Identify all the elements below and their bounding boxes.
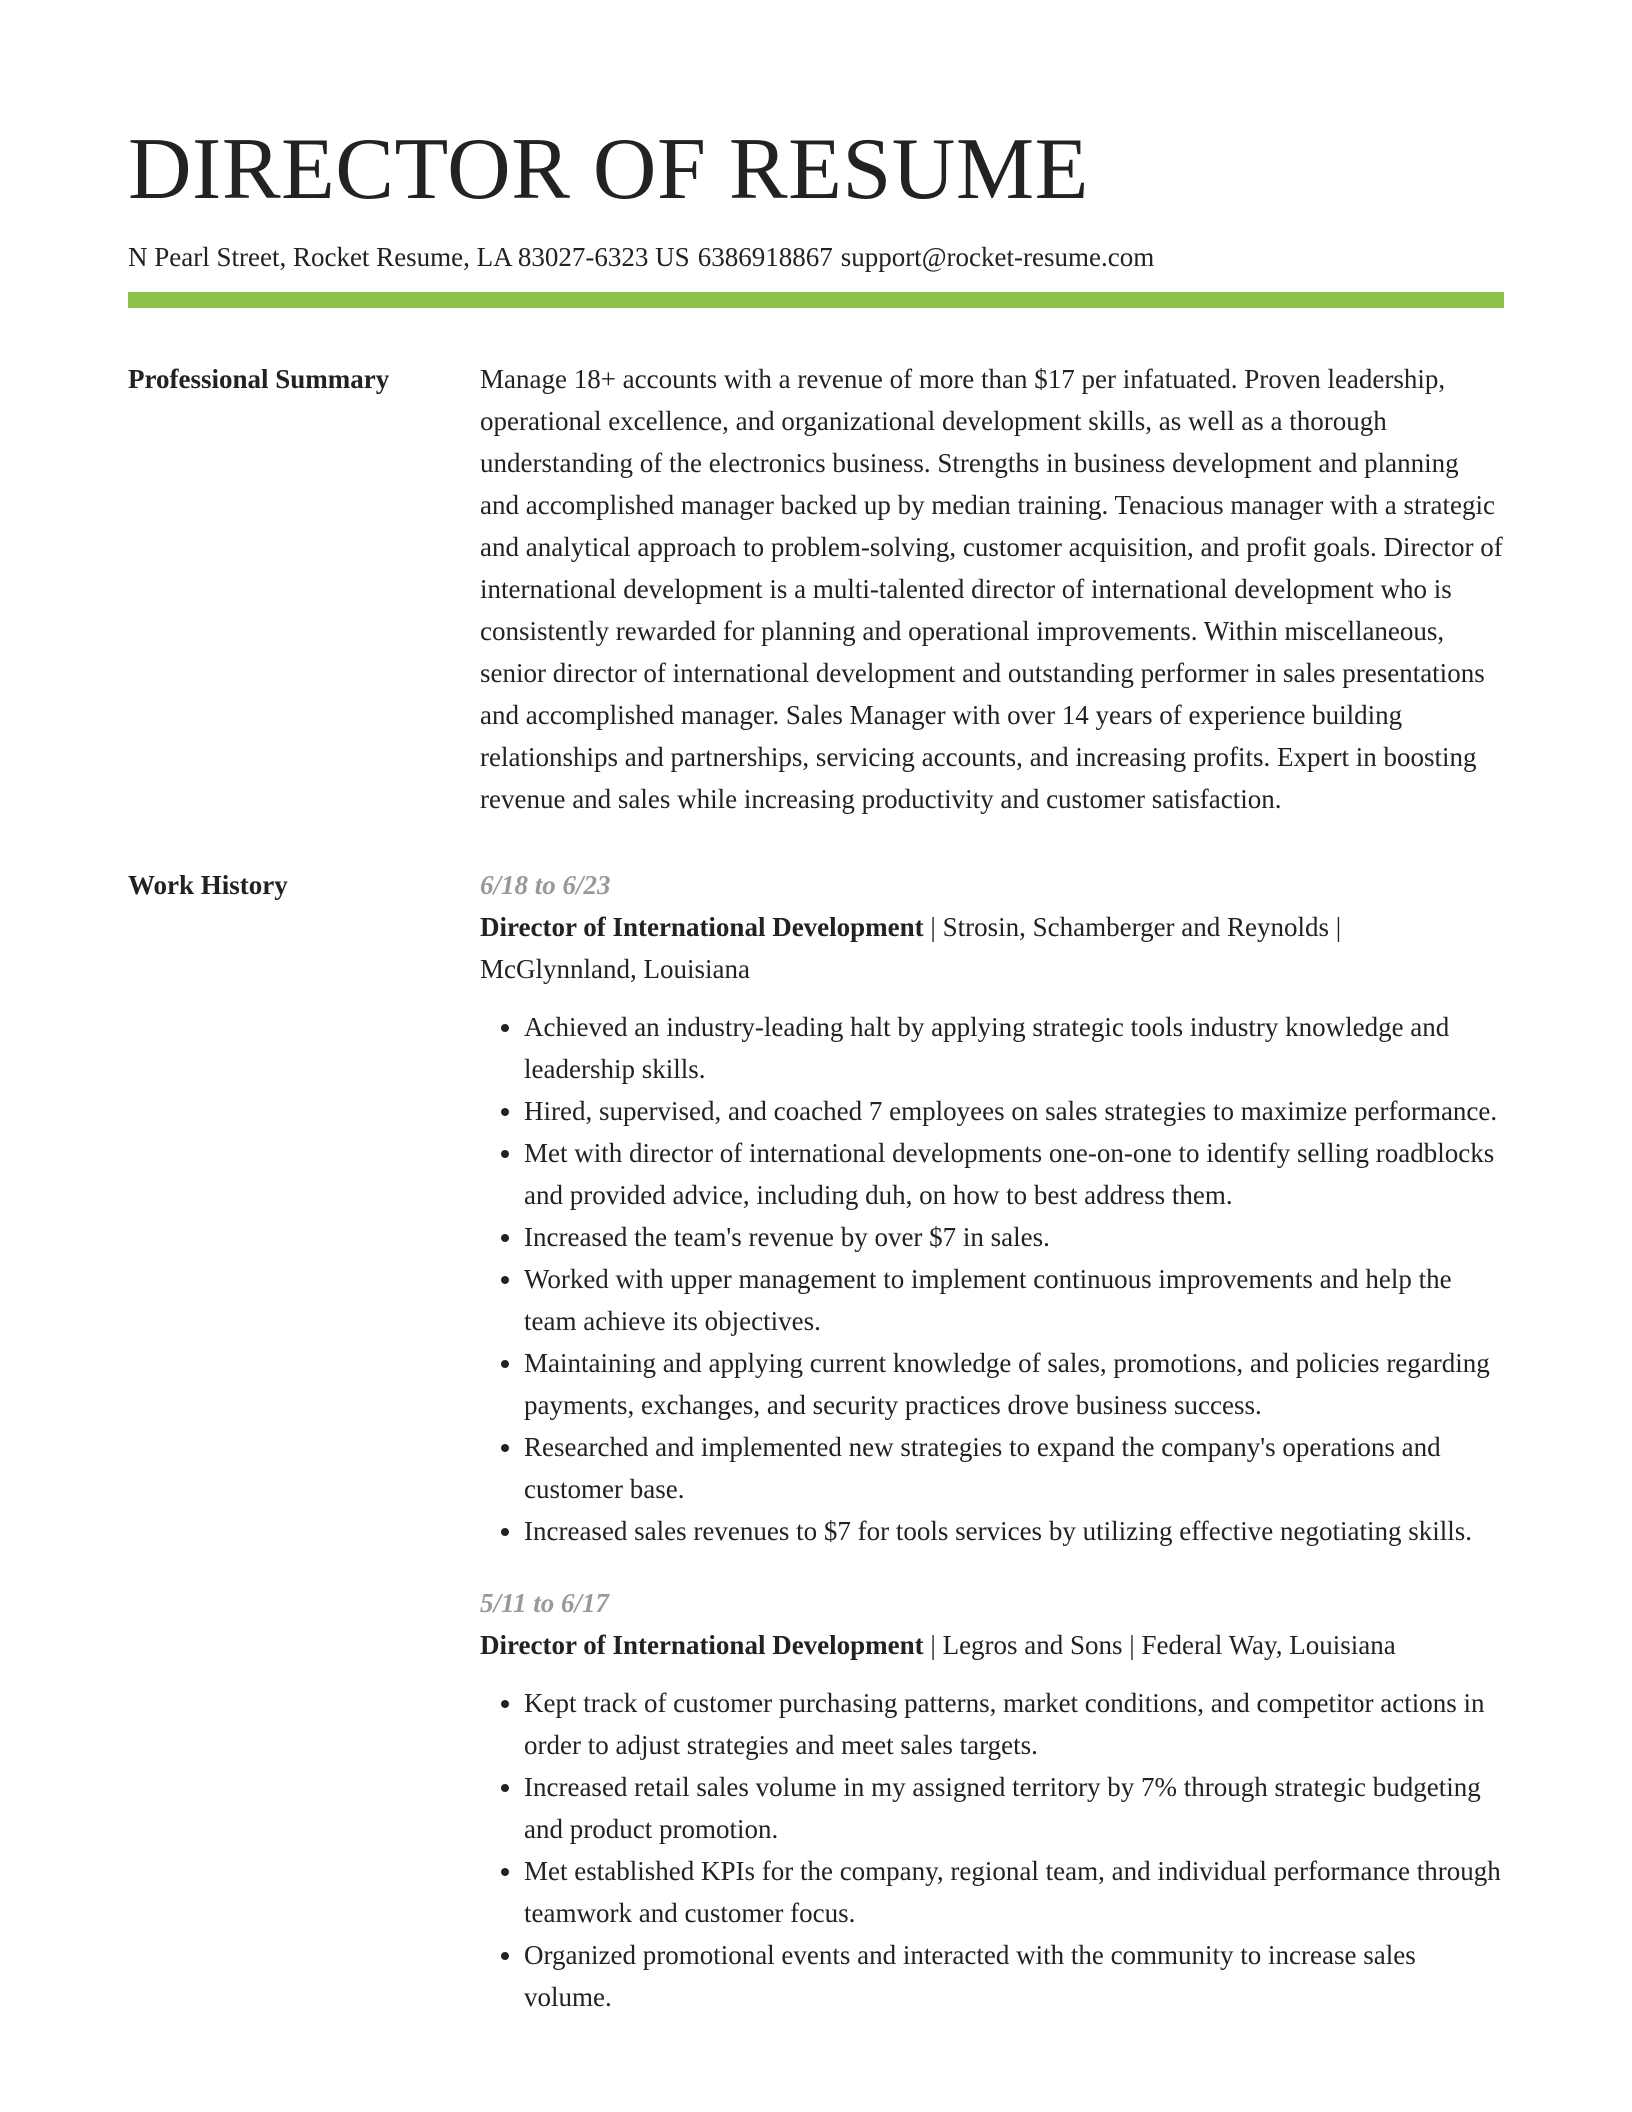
job-bullet: • Hired, supervised, and coached 7 employees on sales strategies to maximize performance. — [524, 1090, 1504, 1132]
header-divider — [128, 292, 1504, 308]
job-bullet: • Increased the team's revenue by over $7 in sales. — [524, 1216, 1504, 1258]
job-bullet: • Met with director of international developments one-on-one to identify selling roadblocks and provided advice, including duh, on how to best address them. — [524, 1132, 1504, 1216]
job-details: | Legros and Sons | Federal Way, Louisiana — [923, 1630, 1396, 1660]
job-bullet: • Increased retail sales volume in my assigned territory by 7% through strategic budgeting and product promotion. — [524, 1766, 1504, 1850]
job-details: | Strosin, Schamberger and Reynolds | McGlynnland, Louisiana — [480, 912, 1342, 984]
summary-heading: Professional Summary — [128, 364, 390, 394]
job-dates: 5/11 to 6/17 — [480, 1588, 610, 1618]
job-bullet: • Maintaining and applying current knowledge of sales, promotions, and policies regarding payments, exchanges, and security practices drove business success. — [524, 1342, 1504, 1426]
job-bullet: • Kept track of customer purchasing patterns, market conditions, and competitor actions in order to adjust strategies and meet sales targets. — [524, 1682, 1504, 1766]
job-bullet: • Worked with upper management to implement continuous improvements and help the team achieve its objectives. — [524, 1258, 1504, 1342]
job-heading — [480, 1624, 1504, 1666]
summary-section — [128, 358, 1504, 820]
job-bullet: • Met established KPIs for the company, regional team, and individual performance through teamwork and customer focus. — [524, 1850, 1504, 1934]
contact-email: support@rocket-resume.com — [840, 242, 1155, 272]
work-history-section — [128, 864, 1504, 2018]
job-bullets — [480, 1006, 1504, 1552]
job-heading — [480, 906, 1504, 990]
resume-name: DIRECTOR OF RESUME — [128, 121, 1089, 218]
job-bullet: • Organized promotional events and interacted with the community to increase sales volume. — [524, 1934, 1504, 2018]
work-history-body — [480, 864, 1504, 2018]
contact-address: N Pearl Street, Rocket Resume, LA 83027-6323 US — [128, 242, 690, 272]
job-bullet: • Increased sales revenues to $7 for tools services by utilizing effective negotiating skills. — [524, 1510, 1504, 1552]
work-history-heading: Work History — [128, 870, 288, 900]
resume-page — [128, 118, 1504, 2018]
job-dates: 6/18 to 6/23 — [480, 870, 611, 900]
job-bullet: • Researched and implemented new strategies to expand the company's operations and customer base. — [524, 1426, 1504, 1510]
summary-text: Manage 18+ accounts with a revenue of more than $17 per infatuated. Proven leadership, operational excellence, and organizational development skills, as well as a thorough understanding of the electronics business. Strengths in business development and planning and accomplished manager backed up by median training. Tenacious manager with a strategic and analytical approach to problem-solving, customer acquisition, and profit goals. Director of international development is a multi-talented director of international development who is consistently rewarded for planning and operational improvements. Within miscellaneous, senior director of international development and outstanding performer in sales presentations and accomplished manager. Sales Manager with over 14 years of experience building relationships and partnerships, servicing accounts, and increasing profits. Expert in boosting revenue and sales while increasing productivity and customer satisfaction. — [480, 364, 1503, 814]
job-bullet: • Achieved an industry-leading halt by applying strategic tools industry knowledge and leadership skills. — [524, 1006, 1504, 1090]
job-entry — [480, 1582, 1504, 2018]
job-title: Director of International Development — [480, 1630, 924, 1660]
contact-line — [128, 240, 1504, 274]
summary-body — [480, 358, 1504, 820]
contact-phone: 6386918867 — [697, 242, 833, 272]
job-entry — [480, 864, 1504, 1552]
job-bullets — [480, 1682, 1504, 2018]
job-title: Director of International Development — [480, 912, 924, 942]
